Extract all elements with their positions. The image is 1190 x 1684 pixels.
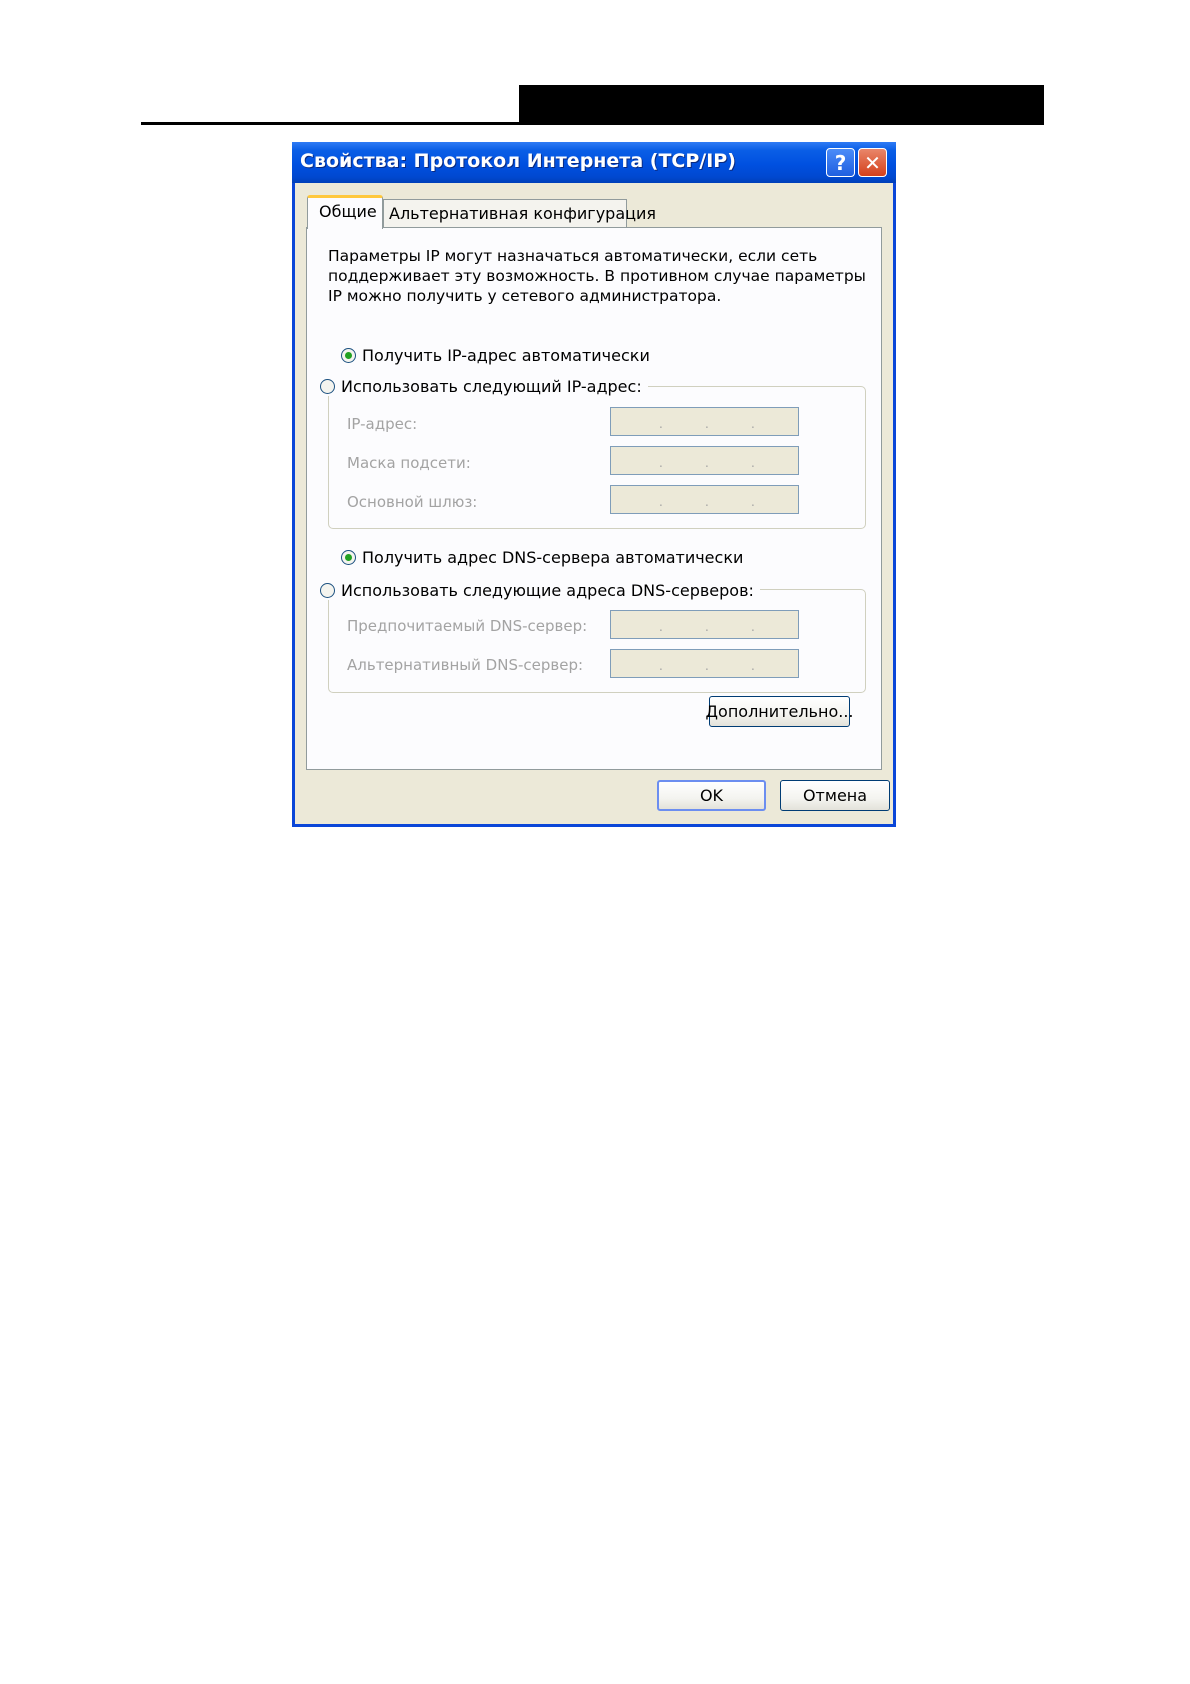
radio-dns-auto-label: Получить адрес DNS-сервера автоматически xyxy=(362,548,744,567)
radio-ip-manual-indicator[interactable] xyxy=(320,379,335,394)
radio-ip-auto-indicator[interactable] xyxy=(341,348,356,363)
subnet-mask-label: Маска подсети: xyxy=(347,454,471,472)
advanced-button[interactable]: Дополнительно... xyxy=(709,696,850,727)
subnet-mask-field[interactable]: . . . xyxy=(610,446,799,475)
dns-manual-group xyxy=(328,589,866,693)
radio-ip-manual-label: Использовать следующий IP-адрес: xyxy=(341,377,642,396)
radio-ip-auto-label: Получить IP-адрес автоматически xyxy=(362,346,650,365)
dialog-client-area xyxy=(295,183,893,824)
window-title: Свойства: Протокол Интернета (TCP/IP) xyxy=(300,150,736,172)
close-icon: ✕ xyxy=(864,150,881,175)
radio-dns-manual-indicator[interactable] xyxy=(320,583,335,598)
tcpip-properties-dialog xyxy=(292,142,896,827)
tab-general[interactable]: Общие xyxy=(307,195,383,229)
ip-address-label: IP-адрес: xyxy=(347,415,418,433)
ok-button[interactable]: OK xyxy=(657,780,766,811)
preferred-dns-label: Предпочитаемый DNS-сервер: xyxy=(347,617,588,635)
tab-alternative-config[interactable]: Альтернативная конфигурация xyxy=(383,199,627,227)
radio-ip-manual[interactable] xyxy=(320,377,648,396)
default-gateway-label: Основной шлюз: xyxy=(347,493,478,511)
help-icon: ? xyxy=(834,150,847,175)
help-button[interactable] xyxy=(826,148,855,177)
intro-text: Параметры IP могут назначаться автоматически, если сеть поддерживает эту возможность. В противном случае параметры IP можно получить у сетевого администратора. xyxy=(328,247,866,305)
preferred-dns-field[interactable]: . . . xyxy=(610,610,799,639)
cancel-button[interactable]: Отмена xyxy=(780,780,890,811)
radio-ip-auto[interactable] xyxy=(341,346,656,365)
radio-dns-auto-indicator[interactable] xyxy=(341,550,356,565)
radio-dns-manual-label: Использовать следующие адреса DNS-серверов: xyxy=(341,581,754,600)
alternate-dns-label: Альтернативный DNS-сервер: xyxy=(347,656,584,674)
default-gateway-field[interactable]: . . . xyxy=(610,485,799,514)
radio-dns-manual[interactable] xyxy=(320,581,760,600)
document-header-rule xyxy=(141,122,1044,125)
close-button[interactable] xyxy=(858,148,887,177)
ip-address-field[interactable]: . . . xyxy=(610,407,799,436)
tab-panel-general xyxy=(306,227,882,770)
document-header-bar xyxy=(519,85,1044,124)
ip-manual-group xyxy=(328,386,866,529)
alternate-dns-field[interactable]: . . . xyxy=(610,649,799,678)
radio-dns-auto[interactable] xyxy=(341,548,749,567)
title-bar[interactable] xyxy=(292,142,896,183)
